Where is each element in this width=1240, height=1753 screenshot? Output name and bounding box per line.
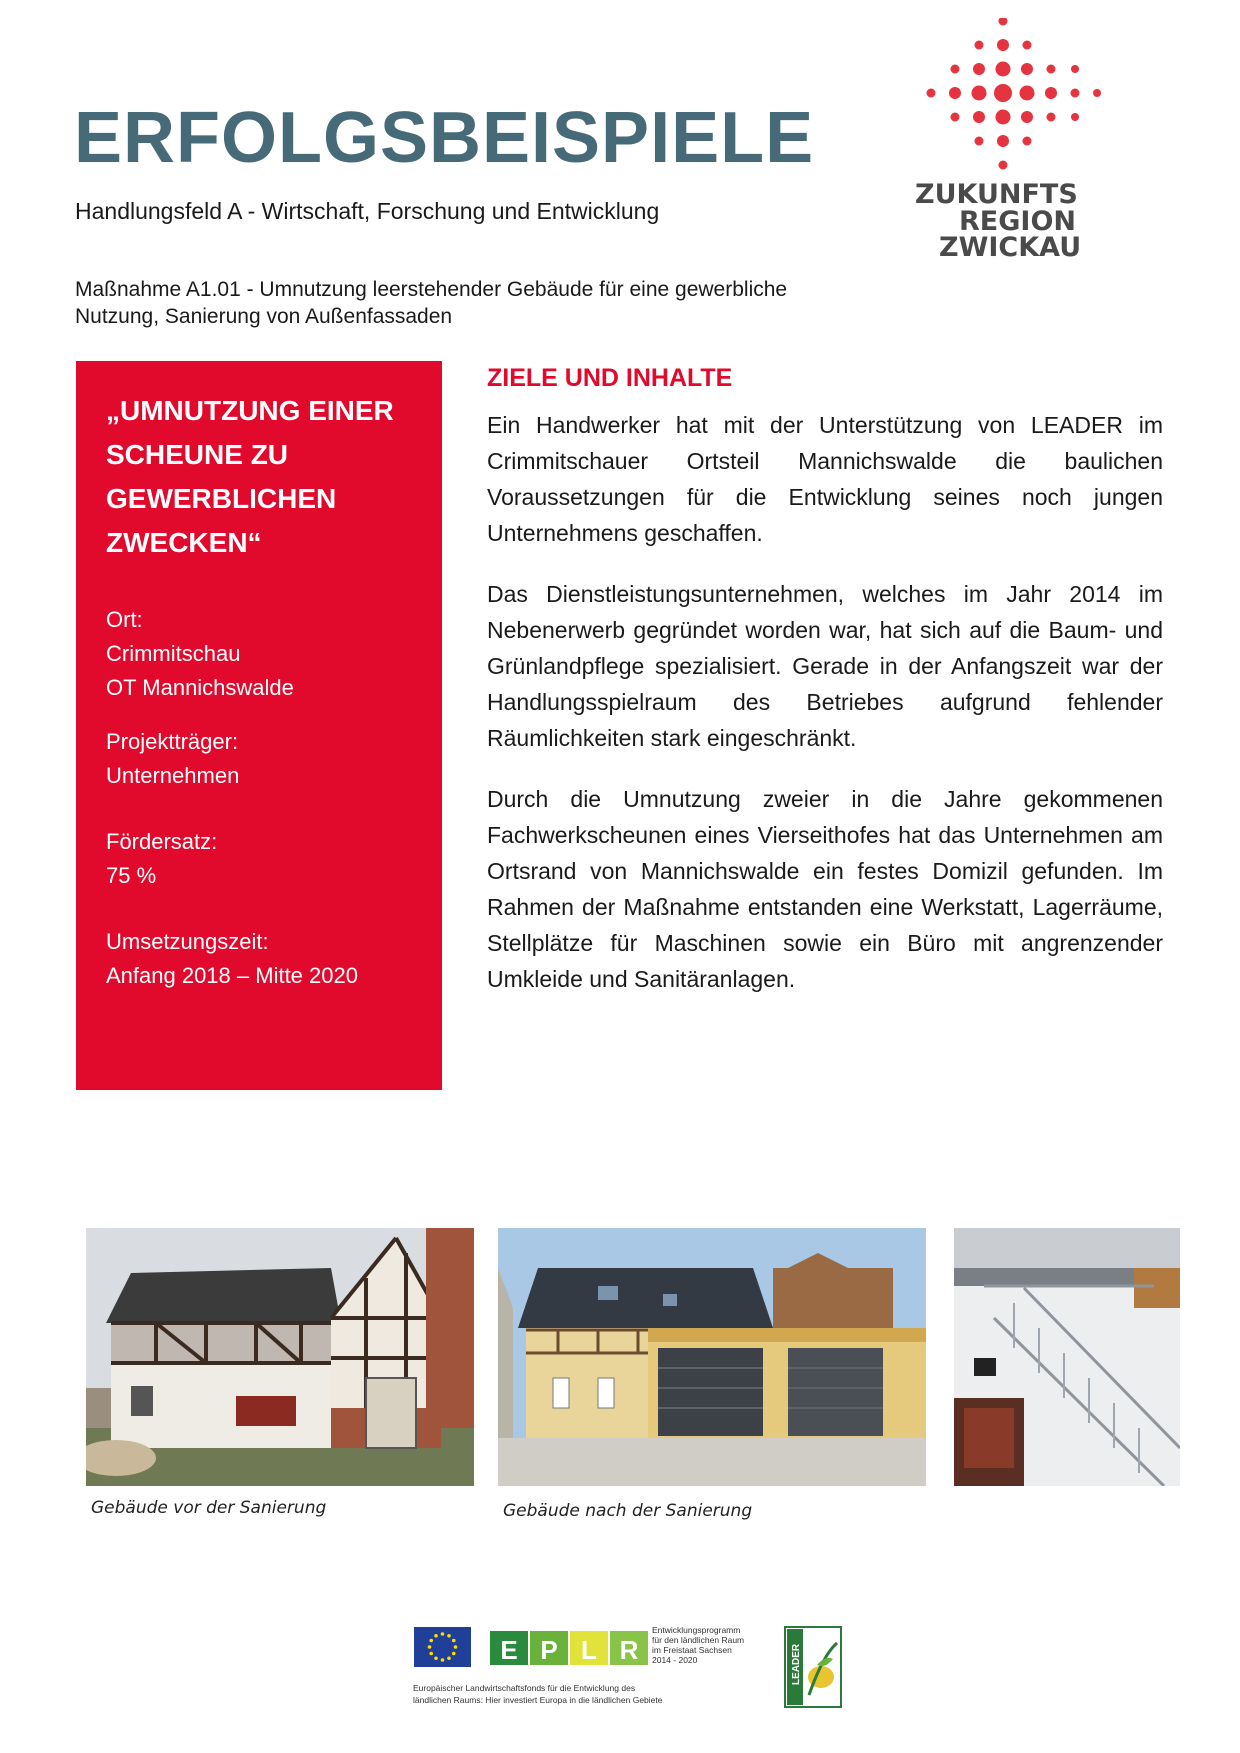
eu-star xyxy=(434,1634,438,1638)
logo-dot xyxy=(999,18,1008,26)
funding-rate-label: Fördersatz: xyxy=(106,829,218,854)
logo-dot xyxy=(951,113,960,122)
eu-star xyxy=(452,1652,456,1656)
logo-dot-pattern xyxy=(927,18,1102,170)
zukunftsregion-logo xyxy=(915,18,1225,268)
eu-star xyxy=(447,1634,451,1638)
caption-after: Gebäude nach der Sanierung xyxy=(503,1501,753,1521)
body-paragraph: Durch die Umnutzung zweier in die Jahre gekommenen Fachwerkscheunen eines Vierseithofes hat das Unternehmen am Ortsrand von Mannichswalde ein festes Domizil gefunden. Im Rahmen der Maßnahme entstanden eine Werkstatt, Lagerräume, Stellplätze für Maschinen sowie ein Büro mit angrenzender Umkleide und Sanitäranlagen. xyxy=(487,786,1163,992)
location-value: Crimmitschau xyxy=(106,641,241,666)
logo-dot xyxy=(951,65,960,74)
eplr-letter: P xyxy=(540,1635,558,1665)
sponsor-label: Projektträger: xyxy=(106,729,239,754)
fund-statement: Europäischer Landwirtschaftsfonds für die Entwicklung des xyxy=(413,1683,636,1693)
logo-dot xyxy=(1021,63,1033,75)
photo-before-renovation xyxy=(86,1228,474,1486)
eplr-letter: R xyxy=(619,1635,639,1665)
logo-dot xyxy=(975,137,984,146)
eu-star xyxy=(447,1656,451,1660)
logo-dot xyxy=(927,89,936,98)
timeframe-label: Umsetzungszeit: xyxy=(106,929,269,954)
measure-description xyxy=(75,276,895,330)
page-subtitle: Handlungsfeld A - Wirtschaft, Forschung und Entwicklung xyxy=(75,198,660,224)
logo-dot xyxy=(949,87,961,99)
eplr-letter: E xyxy=(500,1635,518,1665)
timeframe-group xyxy=(106,925,412,993)
section-heading: ZIELE UND INHALTE xyxy=(487,364,733,392)
main-content xyxy=(487,360,1163,1022)
eu-star xyxy=(429,1652,433,1656)
logo-dot xyxy=(1093,89,1101,97)
logo-dot xyxy=(1020,86,1035,101)
project-info-box xyxy=(76,361,442,1090)
location-label: Ort: xyxy=(106,607,143,632)
logo-dot xyxy=(996,62,1011,77)
photo-after-renovation xyxy=(498,1228,926,1486)
logo-dot xyxy=(1047,113,1056,122)
logo-dot xyxy=(1047,65,1056,74)
eplr-letter: L xyxy=(581,1635,597,1665)
funding-rate-value: 75 % xyxy=(106,863,157,888)
logo-dot xyxy=(1071,89,1080,98)
measure-line: Maßnahme A1.01 - Umnutzung leerstehender Gebäude für eine gewerbliche xyxy=(75,278,788,301)
quote-line: SCHEUNE ZU xyxy=(106,439,289,470)
leader-logo xyxy=(785,1627,841,1707)
timeframe-value: Anfang 2018 – Mitte 2020 xyxy=(106,963,358,988)
eplr-description: für den ländlichen Raum xyxy=(652,1635,745,1645)
sponsor-value: Unternehmen xyxy=(106,763,240,788)
eu-star xyxy=(441,1658,445,1662)
eplr-description: Entwicklungsprogramm xyxy=(652,1625,741,1635)
logo-dot xyxy=(997,39,1009,51)
quote-line: ZWECKEN“ xyxy=(106,527,262,558)
eplr-description: im Freistaat Sachsen xyxy=(652,1645,732,1655)
logo-text-line: ZWICKAU xyxy=(939,232,1082,263)
eu-star xyxy=(454,1645,458,1649)
page-title: ERFOLGSBEISPIELE xyxy=(74,98,815,178)
logo-dot xyxy=(996,110,1011,125)
logo-dot xyxy=(1021,111,1033,123)
logo-dot xyxy=(975,41,984,50)
eplr-logo xyxy=(490,1625,744,1665)
eu-star xyxy=(452,1639,456,1643)
photo-interior-staircase xyxy=(954,1228,1180,1486)
location-value: OT Mannichswalde xyxy=(106,675,294,700)
eu-star xyxy=(434,1656,438,1660)
logo-dot xyxy=(1071,65,1079,73)
body-paragraph: Ein Handwerker hat mit der Unterstützung von LEADER im Crimmitschauer Ortsteil Mannichswalde die baulichen Voraussetzungen für die Entwicklung seines noch jungen Unternehmens geschaffen. xyxy=(487,412,1163,546)
eu-star xyxy=(428,1645,432,1649)
logo-dot xyxy=(1071,113,1079,121)
logo-text-line: REGION xyxy=(959,206,1076,237)
sponsor-group xyxy=(106,725,412,793)
quote-line: „UMNUTZUNG EINER xyxy=(106,395,394,426)
eu-star xyxy=(441,1632,445,1636)
quote-line: GEWERBLICHEN xyxy=(106,483,337,514)
project-quote xyxy=(106,389,412,565)
measure-line: Nutzung, Sanierung von Außenfassaden xyxy=(75,305,453,328)
logo-dot xyxy=(1045,87,1057,99)
logo-text-line: ZUKUNFTS xyxy=(915,179,1078,210)
logo-dot xyxy=(997,135,1009,147)
logo-dot xyxy=(973,63,985,75)
logo-dot xyxy=(972,86,987,101)
logo-dot xyxy=(1023,41,1032,50)
location-group xyxy=(106,603,412,705)
leader-text: LEADER xyxy=(791,1643,802,1685)
eu-star xyxy=(429,1639,433,1643)
logo-dot xyxy=(999,161,1008,170)
funding-logos xyxy=(413,1625,843,1713)
funding-rate-group xyxy=(106,825,412,893)
logo-dot xyxy=(1023,137,1032,146)
caption-before: Gebäude vor der Sanierung xyxy=(91,1498,327,1518)
eplr-description: 2014 - 2020 xyxy=(652,1655,698,1665)
eu-flag-icon xyxy=(414,1627,471,1667)
logo-dot xyxy=(994,84,1012,102)
fund-statement: ländlichen Raums: Hier investiert Europa in die ländlichen Gebiete xyxy=(413,1695,663,1705)
logo-dot xyxy=(973,111,985,123)
body-paragraph: Das Dienstleistungsunternehmen, welches im Jahr 2014 im Nebenerwerb gegründet worden war, hat sich auf die Baum- und Grünlandpflege spezialisiert. Gerade in der Anfangszeit war der Handlungsspielraum des Betriebes aufgrund fehlender Räumlichkeiten stark eingeschränkt. xyxy=(487,581,1163,751)
